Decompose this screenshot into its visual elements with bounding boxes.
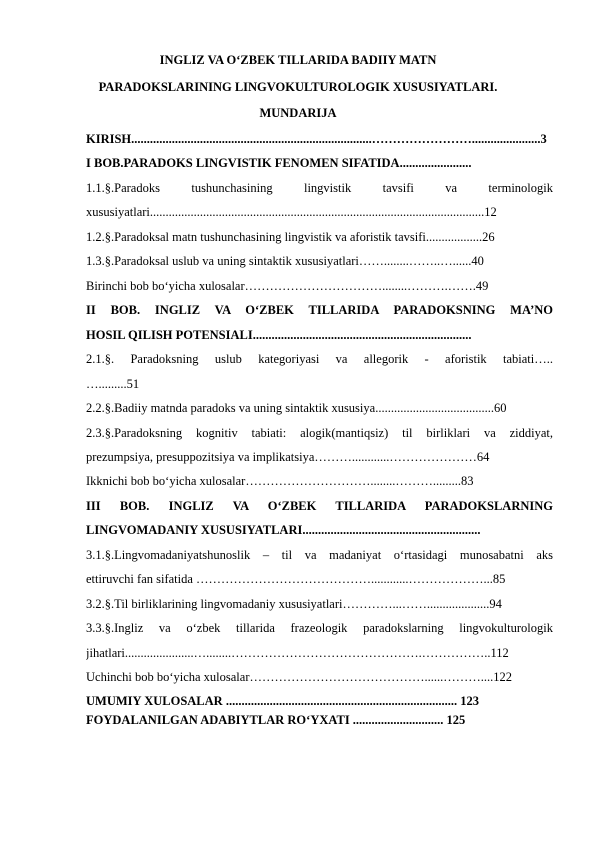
toc-line: 1.2.§.Paradoksal matn tushunchasining lingvistik va aforistik tavsifi..................26 bbox=[86, 230, 495, 244]
toc-line: prezumpsiya, presuppozitsiya va implikatsiya………............…………………64 bbox=[86, 450, 490, 464]
toc-line: I BOB.PARADOKS LINGVISTIK FENOMEN SIFATIDA....................... bbox=[86, 156, 472, 170]
toc-line: 1.3.§.Paradoksal uslub va uning sintaktik xususiyatlari……........……..…......40 bbox=[86, 254, 484, 268]
toc-line: Uchinchi bob bo‘yicha xulosalar……………………………………......………....122 bbox=[86, 670, 512, 684]
toc-line: UMUMIY XULOSALAR .......................................................................... 123 bbox=[86, 694, 479, 708]
title-line-2: PARADOKSLARINING LINGVOKULTUROLOGIK XUSUSIYATLARI. bbox=[98, 80, 498, 94]
toc-line: 2.2.§.Badiiy matnda paradoks va uning sintaktik xususiya......................................60 bbox=[86, 401, 507, 415]
toc-line: ettiruvchi fan sifatida ……………………………………............………………...85 bbox=[86, 572, 506, 586]
toc-line: HOSIL QILISH POTENSIALI...................................................................... bbox=[86, 328, 472, 342]
title-line-3: MUNDARIJA bbox=[259, 106, 337, 120]
toc-line: 3.2.§.Til birliklarining lingvomadaniy xususiyatlari…………...……....................94 bbox=[86, 597, 502, 611]
toc-line: 1.1.§.Paradoks tushunchasining lingvistik tavsifi va terminologik bbox=[86, 181, 553, 195]
toc-line: FOYDALANILGAN ADABIYTLAR RO‘YXATI ............................. 125 bbox=[86, 713, 466, 727]
toc-line: III BOB. INGLIZ VA O‘ZBEK TILLARIDA PARADOKSLARNING bbox=[86, 499, 553, 513]
toc-line: 2.1.§. Paradoksning uslub kategoriyasi va allegorik - aforistik tabiati….. bbox=[86, 352, 553, 366]
toc-line: ….........51 bbox=[86, 377, 140, 391]
title-line-1: INGLIZ VA O‘ZBEK TILLARIDA BADIIY MATN bbox=[159, 53, 437, 67]
toc-line: Birinchi bob bo‘yicha xulosalar……………………………........……….…….49 bbox=[86, 279, 489, 293]
toc-line: LINGVOMADANIY XUSUSIYATLARI......................................................... bbox=[86, 523, 481, 537]
toc-line: xususiyatlari...........................................................................................................12 bbox=[86, 205, 497, 219]
toc-line: 3.3.§.Ingliz va o‘zbek tillarida frazeologik paradokslarning lingvokulturologik bbox=[86, 621, 553, 635]
toc-line: 3.1.§.Lingvomadaniyatshunoslik – til va madaniyat o‘rtasidagi munosabatni aks bbox=[86, 548, 553, 562]
toc-line: Ikknichi bob bo‘yicha xulosalar…………………………........……….........83 bbox=[86, 474, 474, 488]
toc-line: jihatlari......................…........……………………………………….……………..112 bbox=[86, 646, 509, 660]
toc-line: 2.3.§.Paradoksning kognitiv tabiati: alogik(mantiqsiz) til birliklari va ziddiyat, bbox=[86, 426, 553, 440]
toc-line: II BOB. INGLIZ VA O‘ZBEK TILLARIDA PARADOKSNING MA’NO bbox=[86, 303, 553, 317]
toc-line: KIRISH.............................................................................……………………......................3 bbox=[86, 132, 547, 146]
